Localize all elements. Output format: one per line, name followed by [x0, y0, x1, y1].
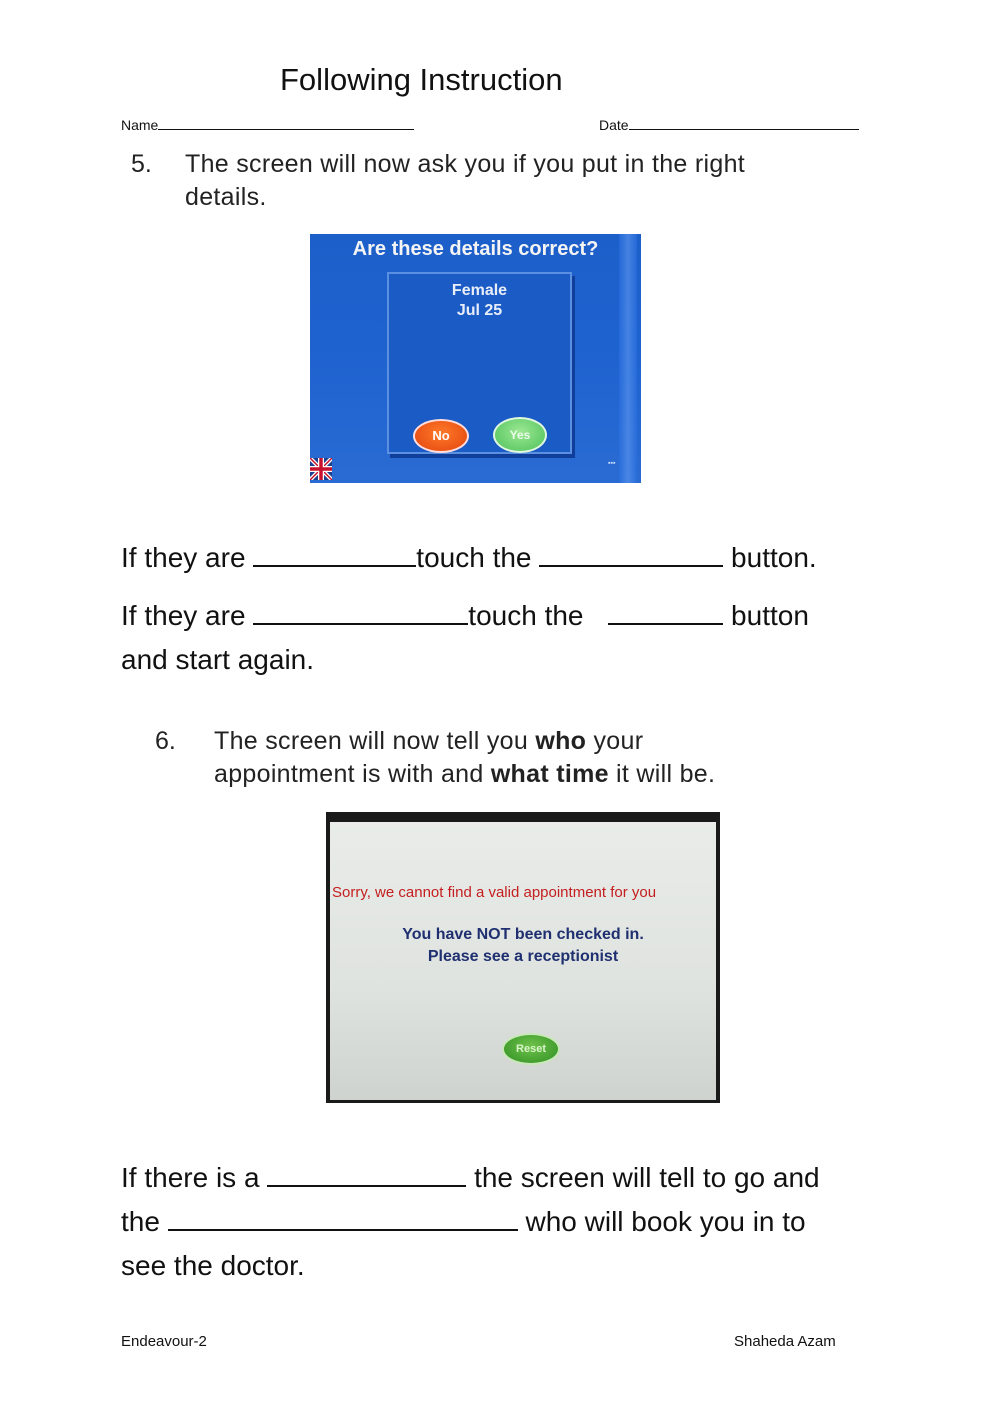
q6-number: 6.: [155, 727, 176, 755]
fill2-line3: see the doctor.: [121, 1250, 305, 1281]
answer-blank[interactable]: [267, 1163, 466, 1187]
fill1-l2-text-b: touch the: [468, 600, 592, 631]
yes-button: Yes: [493, 417, 547, 453]
fill2-l1-text-b: the screen will tell to go and: [466, 1162, 820, 1193]
q6-line1: [214, 725, 643, 758]
footer-left: Endeavour-2: [121, 1333, 207, 1350]
name-field[interactable]: [121, 115, 414, 133]
answer-blank[interactable]: [608, 601, 723, 625]
q6-l2-text-a: appointment is with and: [214, 760, 491, 788]
answer-blank[interactable]: [253, 601, 468, 625]
q6-l1-bold: who: [535, 727, 587, 755]
fill1-line3: and start again.: [121, 644, 315, 675]
fill2-l2-text-a: the: [121, 1206, 168, 1237]
screen1-brand-mark: ▪▪▪: [608, 460, 616, 467]
details-panel: [387, 272, 572, 454]
appointment-screen: [326, 812, 720, 1103]
fill1-l1-text-c: button.: [723, 542, 817, 573]
date-field[interactable]: [599, 115, 859, 133]
screen2-display: [330, 822, 716, 1100]
screen-glare: [619, 234, 637, 483]
fill1-l2-text-a: If they are: [121, 600, 254, 631]
fill2-l2-text-b: who will book you in to: [517, 1206, 806, 1237]
answer-blank[interactable]: [168, 1207, 518, 1231]
name-blank[interactable]: [158, 115, 414, 130]
answer-blank[interactable]: [539, 543, 723, 567]
name-label: Name: [121, 117, 159, 133]
reset-button: Reset: [502, 1033, 560, 1065]
q6-l2-text-c: it will be.: [608, 760, 716, 788]
fill1-l1-text-a: If they are: [121, 542, 254, 573]
date-blank[interactable]: [629, 115, 859, 130]
fill2-line2: [121, 1200, 806, 1244]
q6-l1-text-a: The screen will now tell you: [214, 727, 536, 755]
q5-line1: The screen will now ask you if you put in the right: [185, 150, 746, 178]
screen1-heading: Are these details correct?: [352, 238, 599, 260]
page-title: Following Instruction: [280, 62, 563, 97]
fill1-l2-text-c: button: [723, 600, 809, 631]
q6-line2: [214, 758, 715, 791]
detail-date: Jul 25: [456, 302, 503, 319]
details-confirm-screen: [310, 234, 641, 483]
detail-gender: Female: [451, 282, 508, 299]
screen2-line1: You have NOT been checked in.: [402, 926, 644, 943]
fill2-l1-text-a: If there is a: [121, 1162, 268, 1193]
fill1-line2: [121, 594, 809, 638]
no-button: No: [413, 419, 469, 453]
q5-number: 5.: [131, 150, 152, 178]
footer-author: Shaheda Azam: [734, 1333, 836, 1350]
q6-l2-bold: what time: [490, 760, 609, 788]
q5-line2: details.: [185, 183, 267, 211]
q6-l1-text-c: your: [586, 727, 644, 755]
screen2-line2: Please see a receptionist: [427, 948, 619, 965]
uk-flag-icon: [310, 458, 332, 480]
answer-blank[interactable]: [253, 543, 416, 567]
fill1-l1-text-b: touch the: [416, 542, 540, 573]
date-label: Date: [599, 117, 629, 133]
fill2-line1: [121, 1156, 820, 1200]
fill1-line1: [121, 536, 817, 580]
screen2-error-text: Sorry, we cannot find a valid appointment for you: [332, 884, 657, 901]
